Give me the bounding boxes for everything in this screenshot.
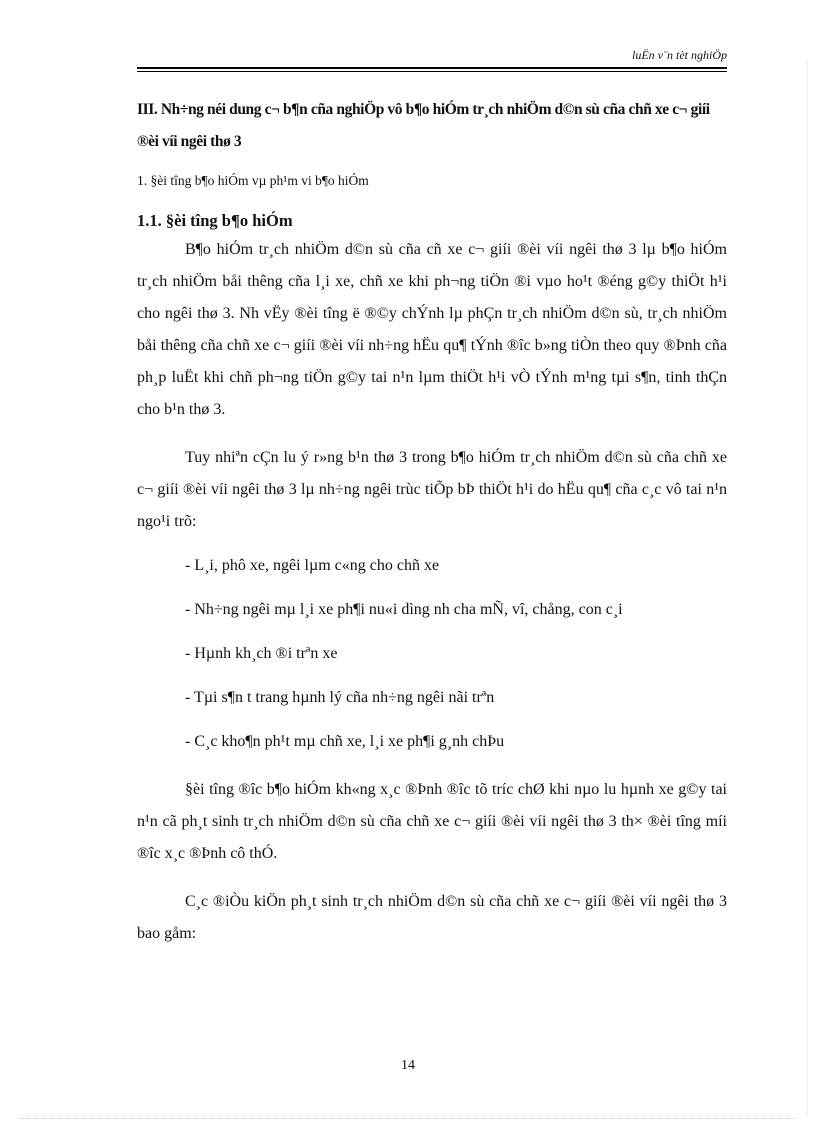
list-item: - C¸c kho¶n ph¹t mµ chñ xe, l¸i xe ph¶i g¸nh chÞu bbox=[185, 733, 505, 750]
page-edge-dotted-line bbox=[807, 60, 808, 1115]
body-paragraph: Tuy nhiªn cÇn lu ý r»ng b¹n thø 3 trong b¶o hiÓm tr¸ch nhiÖm d©n sù cña chñ xe c¬ giíi ®èi víi ngêi thø 3 lµ nh÷ng ngêi trùc tiÕp bÞ thiÖt h¹i do hËu qu¶ cña c¸c vô tai n¹n ngo¹i trõ: bbox=[137, 449, 727, 530]
header-rule-thick bbox=[137, 67, 727, 69]
list-item: - Nh÷ng ngêi mµ l¸i xe ph¶i nu«i dìng nh cha mÑ, vî, chång, con c¸i bbox=[185, 601, 623, 618]
list-item: - Hµnh kh¸ch ®i trªn xe bbox=[185, 645, 338, 662]
section-heading: III. Nh÷ng néi dung c¬ b¶n cña nghiÖp vô b¶o hiÓm tr¸ch nhiÖm d©n sù cña chñ xe c¬ giíi ®èi víi ngêi thø 3 bbox=[137, 101, 710, 150]
list-item: - L¸i, phô xe, ngêi lµm c«ng cho chñ xe bbox=[185, 557, 440, 574]
running-header bbox=[137, 48, 727, 68]
header-rule-thin bbox=[137, 71, 727, 72]
body-paragraph: B¶o hiÓm tr¸ch nhiÖm d©n sù cña cñ xe c¬ giíi ®èi víi ngêi thø 3 lµ b¶o hiÓm tr¸ch nhiÖm båi thêng cña l¸i xe, chñ xe khi ph¬ng tiÖn ®i vµo ho¹t ®éng g©y thiÖt h¹i cho ngêi thø 3. Nh vËy ®èi tîng ë ®©y chÝnh lµ phÇn tr¸ch nhiÖm d©n sù, tr¸ch nhiÖm båi thêng cña chñ xe c¬ giíi ®èi víi nh÷ng hËu qu¶ tÝnh ®îc b»ng tiÒn theo quy ®Þnh cña ph¸p luËt khi chñ ph¬ng tiÖn g©y tai n¹n lµm thiÖt h¹i vÒ tÝnh m¹ng tµi s¶n, tinh thÇn cho b¹n thø 3. bbox=[137, 241, 727, 418]
body-paragraph: C¸c ®iÒu kiÖn ph¸t sinh tr¸ch nhiÖm d©n sù cña chñ xe c¬ giíi ®èi víi ngêi thø 3 bao gåm: bbox=[137, 893, 727, 942]
header-title: luËn v¨n tèt nghiÖp bbox=[632, 48, 727, 62]
page-body bbox=[137, 94, 727, 950]
page-number: 14 bbox=[401, 1058, 415, 1073]
page-bottom-dotted-line bbox=[20, 1118, 796, 1119]
body-paragraph: §èi tîng ®îc b¶o hiÓm kh«ng x¸c ®Þnh ®îc tõ tríc chØ khi nµo lu hµnh xe g©y tai n¹n cã ph¸t sinh tr¸ch nhiÖm d©n sù cña chñ xe c¬ giíi ®èi víi ngêi thø 3 th× ®èi tîng míi ®îc x¸c ®Þnh cô thÓ. bbox=[137, 781, 727, 862]
list-item: - Tµi s¶n t trang hµnh lý cña nh÷ng ngêi nãi trªn bbox=[185, 689, 495, 706]
subsection-heading: 1. §èi tîng b¶o hiÓm vµ ph¹m vi b¶o hiÓm bbox=[137, 173, 369, 188]
subsubsection-heading: 1.1. §èi tîng b¶o hiÓm bbox=[137, 211, 293, 230]
